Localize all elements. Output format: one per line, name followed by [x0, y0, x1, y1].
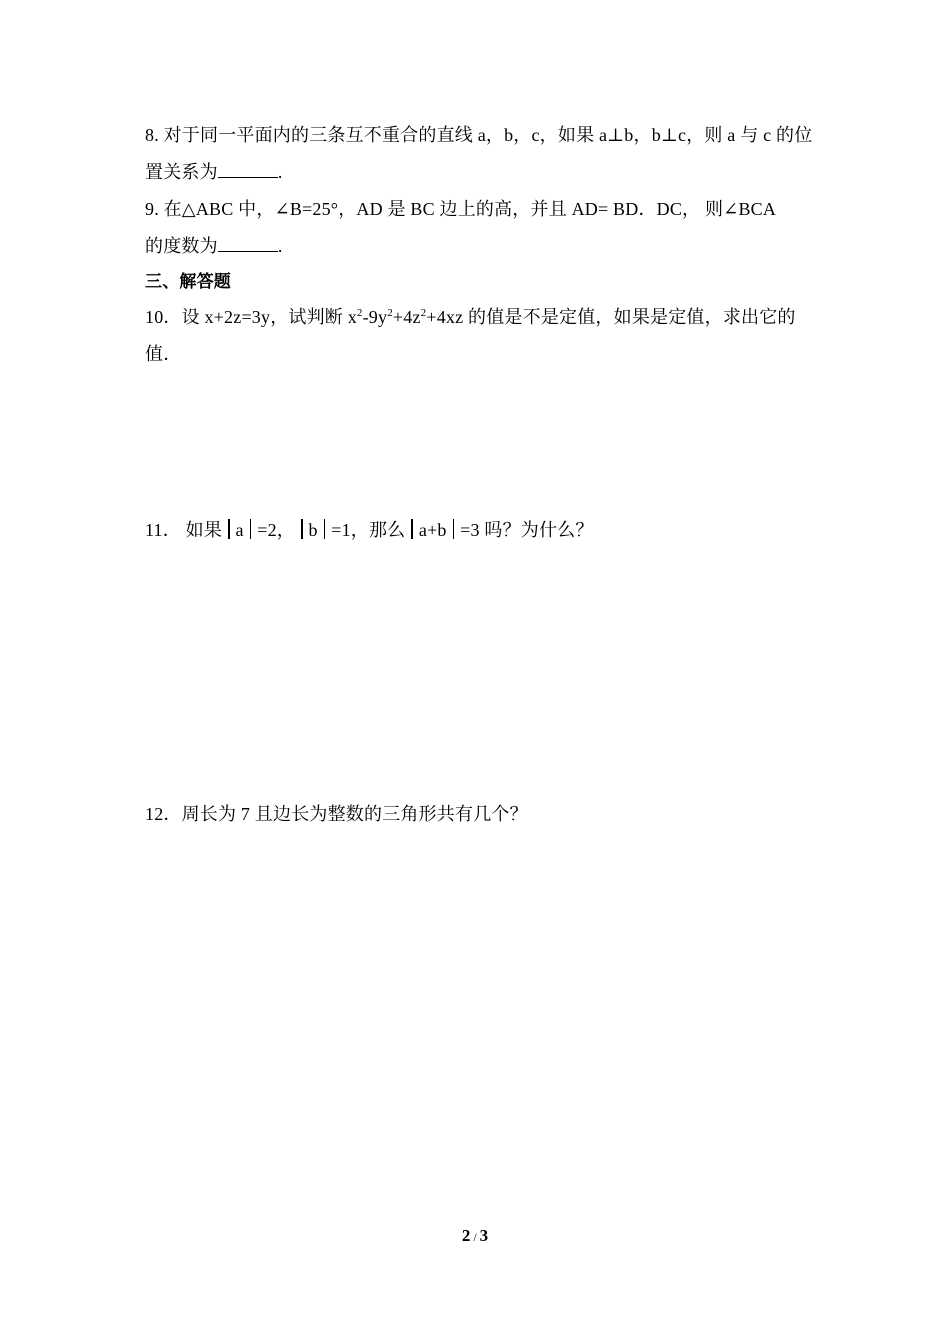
absolute-value-bar — [324, 519, 326, 539]
absolute-value-bar — [453, 519, 455, 539]
question-11 — [145, 517, 594, 543]
question-10-part-2: -9y — [362, 307, 388, 327]
question-12-text: 12．周长为 7 且边长为整数的三角形共有几个？ — [145, 804, 528, 824]
question-9-line-2 — [145, 233, 283, 259]
exponent: 2 — [356, 307, 363, 319]
question-8-line-1 — [145, 122, 812, 148]
answer-blank-8 — [218, 161, 278, 178]
page-current: 2 — [461, 1226, 471, 1245]
question-11-part-1: 11． 如果 — [145, 520, 223, 540]
section-heading: 三、解答题 — [145, 272, 231, 292]
question-11-var-a: a — [235, 520, 244, 540]
question-11-var-b: b — [308, 520, 318, 540]
question-9-text: 9. 在△ABC 中，∠B=25°，AD 是 BC 边上的高，并且 AD= BD．DC， 则∠BCA — [145, 199, 777, 219]
absolute-value-bar — [411, 519, 413, 539]
answer-blank-9 — [218, 235, 278, 252]
question-11-part-7: =3 吗？为什么？ — [460, 520, 594, 540]
absolute-value-bar — [228, 519, 230, 539]
question-8-text: 8. 对于同一平面内的三条互不重合的直线 a，b，c，如果 a⊥b，b⊥c，则 a 与 c 的位 — [145, 125, 813, 145]
page-total: 3 — [479, 1226, 489, 1245]
question-8-prefix: 置关系为 — [145, 162, 218, 182]
question-9-line-1 — [145, 196, 776, 222]
exponent: 2 — [387, 307, 393, 319]
question-10-part-4: +4xz 的值是不是定值，如果是定值，求出它的 — [426, 307, 796, 327]
question-10-part-3: +4z — [392, 307, 421, 327]
question-9-period: . — [277, 236, 283, 256]
absolute-value-bar — [250, 519, 252, 539]
question-10-tail: 值． — [145, 344, 182, 364]
absolute-value-bar — [301, 519, 303, 539]
question-11-part-5: =1，那么 — [331, 520, 406, 540]
page-number — [0, 1226, 950, 1246]
question-11-part-3: =2， — [257, 520, 296, 540]
question-10-part-1: 10．设 x+2z=3y，试判断 x — [145, 307, 357, 327]
exponent: 2 — [420, 307, 427, 319]
question-9-prefix: 的度数为 — [145, 236, 218, 256]
question-10-line-2 — [145, 341, 181, 367]
question-11-var-ab: a+b — [418, 520, 447, 540]
question-10-line-1 — [145, 304, 796, 330]
page-separator: / — [473, 1230, 477, 1244]
question-8-line-2 — [145, 159, 283, 185]
question-8-period: . — [277, 162, 283, 182]
question-12 — [145, 801, 528, 827]
